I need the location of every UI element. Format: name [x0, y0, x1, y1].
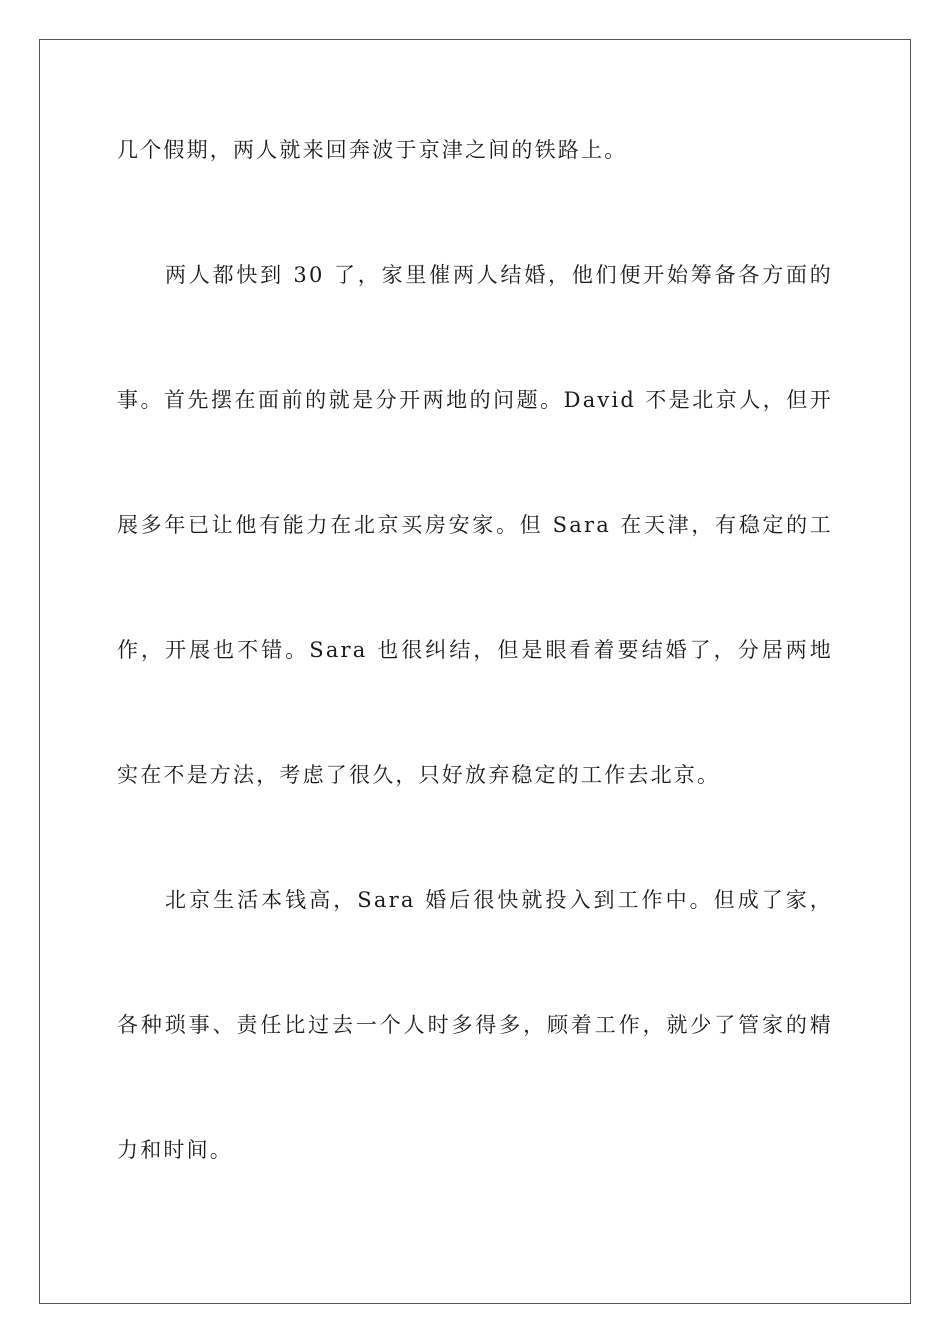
text-line-3: 事。首先摆在面前的就是分开两地的问题。David 不是北京人，但开 [117, 388, 833, 412]
text-line-8: 各种琐事、责任比过去一个人时多得多，顾着工作，就少了管家的精 [117, 1013, 833, 1037]
text-line-2: 两人都快到 30 了，家里催两人结婚，他们便开始筹备各方面的 [165, 263, 833, 287]
body-text [117, 132, 833, 1257]
text-line-1: 几个假期，两人就来回奔波于京津之间的铁路上。 [117, 138, 628, 162]
text-line-5: 作，开展也不错。Sara 也很纠结，但是眼看着要结婚了，分居两地 [117, 638, 833, 662]
text-line-6: 实在不是方法，考虑了很久，只好放弃稳定的工作去北京。 [117, 763, 721, 787]
text-line-4: 展多年已让他有能力在北京买房安家。但 Sara 在天津，有稳定的工 [117, 513, 833, 537]
text-line-7: 北京生活本钱高，Sara 婚后很快就投入到工作中。但成了家， [165, 888, 833, 912]
text-line-9: 力和时间。 [117, 1138, 233, 1162]
